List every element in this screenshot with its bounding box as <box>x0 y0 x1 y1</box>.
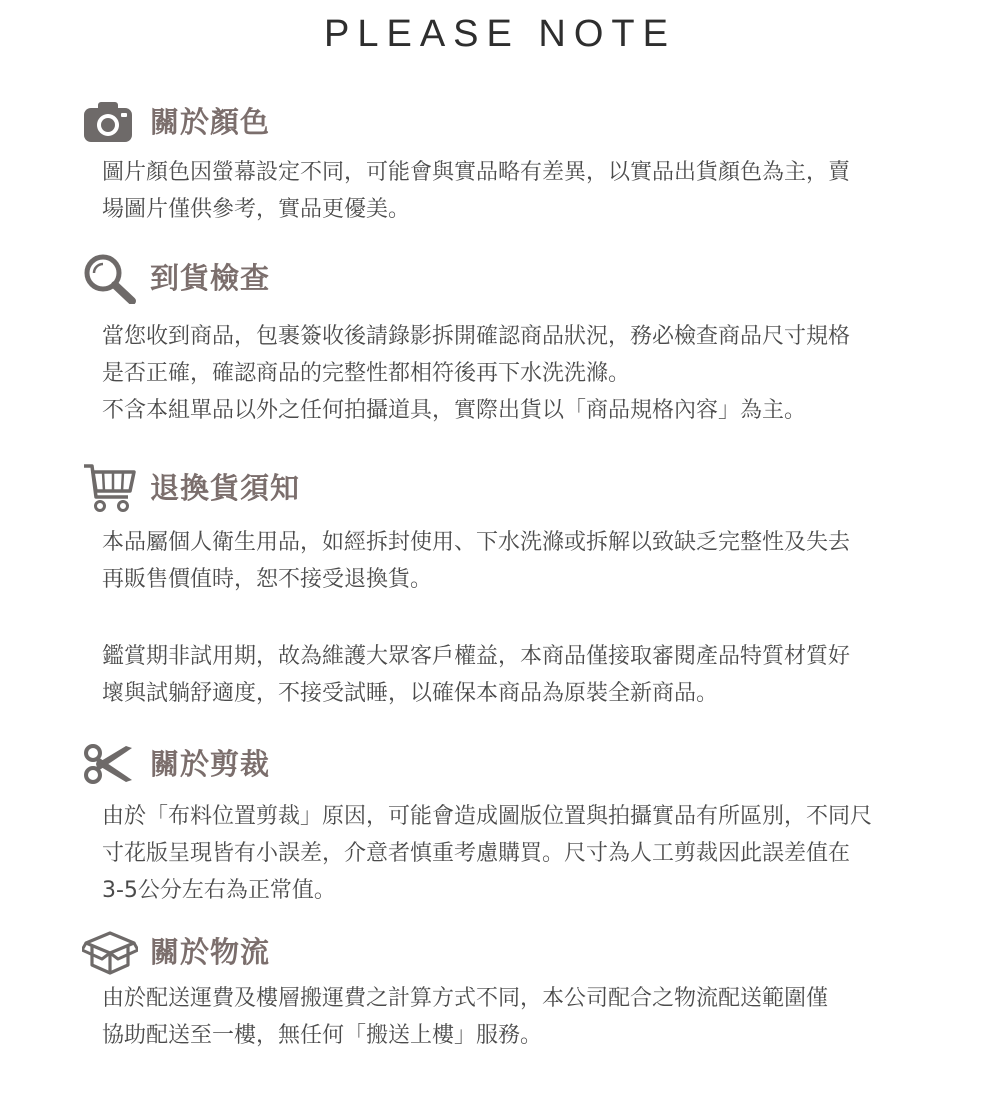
section-heading-row <box>82 738 270 790</box>
section-heading: 到貨檢查 <box>150 261 271 295</box>
body-line: 當您收到商品，包裹簽收後請錄影拆開確認商品狀況，務必檢查商品尺寸規格 <box>102 324 851 349</box>
body-line: 本品屬個人衛生用品，如經拆封使用、下水洗滌或拆解以致缺乏完整性及失去 <box>102 530 851 555</box>
body-line: 由於配送運費及樓層搬運費之計算方式不同，本公司配合之物流配送範圍僅 <box>102 986 829 1011</box>
body-line: 圖片顏色因螢幕設定不同，可能會與實品略有差異，以實品出貨顏色為主，賣 <box>102 160 851 185</box>
section-heading-row <box>82 926 270 978</box>
section-body <box>102 980 922 1054</box>
section-heading-row <box>82 252 270 304</box>
section-heading-row <box>82 462 300 514</box>
magnifier-icon <box>82 252 140 304</box>
body-line: 再販售價值時，恕不接受退換貨。 <box>102 567 433 592</box>
body-line: 場圖片僅供參考，實品更優美。 <box>102 197 411 222</box>
section-body <box>102 318 922 429</box>
section-body <box>102 524 922 598</box>
section-heading: 關於剪裁 <box>150 747 271 781</box>
body-line: 不含本組單品以外之任何拍攝道具，實際出貨以「商品規格內容」為主。 <box>102 398 807 423</box>
body-line: 是否正確，確認商品的完整性都相符後再下水洗洗滌。 <box>102 361 631 386</box>
section-heading: 退換貨須知 <box>150 471 301 505</box>
section-body <box>102 154 922 228</box>
page-title: PLEASE NOTE <box>324 13 676 55</box>
body-line: 壞與試躺舒適度，不接受試睡，以確保本商品為原裝全新商品。 <box>102 681 719 706</box>
body-line: 3-5公分左右為正常值。 <box>102 878 336 903</box>
section-body-extra <box>102 638 922 712</box>
body-line: 鑑賞期非試用期，故為維護大眾客戶權益，本商品僅接取審閱產品特質材質好 <box>102 644 851 669</box>
body-line: 寸花版呈現皆有小誤差，介意者慎重考慮購買。尺寸為人工剪裁因此誤差值在 <box>102 841 851 866</box>
shopping-cart-icon <box>82 462 140 514</box>
package-box-icon <box>82 926 140 978</box>
section-body <box>102 798 922 909</box>
scissors-icon <box>82 738 140 790</box>
section-heading: 關於物流 <box>150 935 271 969</box>
section-heading-row <box>82 96 270 148</box>
camera-icon <box>82 96 140 148</box>
section-heading: 關於顏色 <box>150 105 271 139</box>
body-line: 由於「布料位置剪裁」原因，可能會造成圖版位置與拍攝實品有所區別，不同尺 <box>102 804 873 829</box>
body-line: 協助配送至一樓，無任何「搬送上樓」服務。 <box>102 1023 543 1048</box>
